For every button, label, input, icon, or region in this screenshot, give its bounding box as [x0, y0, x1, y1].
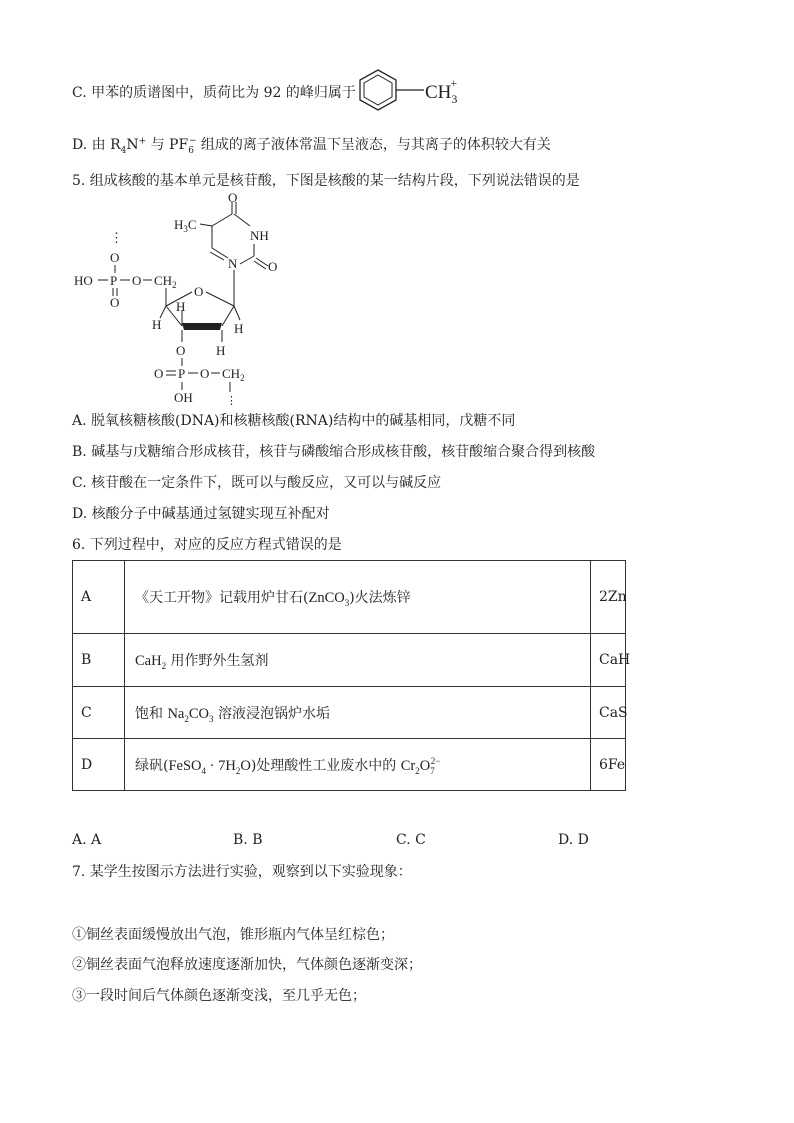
row-d-formula: FeSO$_4$ · $7H_2O$ — [168, 757, 251, 776]
label-n: N — [228, 256, 238, 271]
label-o-right: O — [268, 259, 278, 274]
row-equation: 2Zn — [591, 561, 626, 634]
label-p2: P — [178, 366, 186, 381]
table-row — [73, 561, 626, 634]
row-d-pre: 绿矾( — [135, 757, 169, 774]
row-process — [125, 561, 591, 634]
row-a-post: )火法炼锌 — [349, 590, 411, 606]
q7-observation-2: ②铜丝表面气泡释放速度逐渐加快，气体颜色逐渐变深； — [72, 957, 422, 973]
row-label: A — [73, 561, 125, 634]
row-equation: 6Fe — [591, 739, 626, 791]
q4-d-pre: D. 由 R — [72, 137, 121, 153]
dots-bottom: ⋮ — [226, 395, 237, 407]
row-c-formula: $Na_2CO_3$ — [167, 705, 214, 724]
label-o-dbl: O — [110, 295, 120, 310]
label-h3: H — [234, 321, 244, 336]
row-c-pre: 饱和 — [135, 705, 168, 722]
q7-observation-1: ①铜丝表面缓慢放出气泡，锥形瓶内气体呈红棕色； — [72, 927, 394, 943]
ch3-label: $CH_3+$ — [425, 76, 458, 106]
q4-option-d — [72, 136, 551, 154]
label-o-ch2: O — [200, 366, 210, 381]
row-a-formula: ZnCO$_3$ — [308, 590, 350, 608]
q4-d-post: 组成的离子液体常温下呈液态，与其离子的体积较大有关 — [196, 137, 551, 153]
label-h3c: $H_3C$ — [174, 217, 197, 234]
q4-d-mid2: 与 PF — [146, 137, 189, 153]
nucleotide-structure — [70, 190, 310, 407]
label-h1: H — [152, 317, 162, 332]
row-process — [125, 739, 591, 791]
q5-option-a: A. 脱氧核糖核酸(DNA)和核糖核酸(RNA)结构中的碱基相同，戊糖不同 — [72, 413, 516, 429]
label-o-top: O — [228, 190, 238, 205]
q7-stem: 7. 某学生按图示方法进行实验，观察到以下实验现象： — [72, 864, 412, 880]
q5-stem: 5. 组成核酸的基本单元是核苷酸，下图是核酸的某一结构片段，下列说法错误的是 — [72, 173, 580, 189]
q6-table — [72, 560, 631, 791]
q6-option-d: D. D — [558, 832, 589, 848]
q6-option-b: B. B — [233, 832, 263, 848]
dots-top: ⋮ — [110, 230, 123, 245]
q6-option-c: C. C — [396, 832, 426, 848]
label-ch2b: $CH_2$ — [222, 366, 245, 383]
label-ch2: $CH_2$ — [154, 273, 177, 290]
q4-option-c-text: C. 甲苯的质谱图中，质荷比为 92 的峰归属于 — [72, 85, 356, 101]
row-process — [125, 687, 591, 739]
row-equation: CaH — [591, 634, 626, 687]
label-h4: H — [216, 343, 226, 358]
q4-d-sub1: 4 — [120, 145, 127, 156]
q4-option-c — [72, 84, 356, 102]
row-c-post: 溶液浸泡锅炉水垢 — [213, 705, 330, 722]
q7-observation-3: ③一段时间后气体颜色逐渐变浅，至几乎无色； — [72, 988, 366, 1004]
row-equation: CaS — [591, 687, 626, 739]
q5-option-d: D. 核酸分子中碱基通过氢键实现互补配对 — [72, 506, 330, 522]
table-row — [73, 739, 626, 791]
row-b-formula: CaH$_2$ — [135, 653, 167, 671]
label-o-bottom: O — [176, 343, 186, 358]
label-oh: OH — [174, 390, 193, 405]
q4-d-sub2: 6 — [188, 145, 194, 156]
row-label: C — [73, 687, 125, 739]
q4-d-sup2: − — [188, 136, 197, 147]
row-label: D — [73, 739, 125, 791]
label-o-ring: O — [194, 284, 204, 299]
q6-option-a: A. A — [72, 832, 102, 848]
label-h2: H — [176, 299, 186, 314]
label-o-eq: O — [154, 366, 164, 381]
label-o1: O — [110, 250, 120, 265]
label-p1: P — [110, 273, 118, 288]
table-row — [73, 634, 626, 687]
row-b-post: 用作野外生氢剂 — [166, 653, 269, 669]
q5-option-b: B. 碱基与戊糖缩合形成核苷，核苷与磷酸缩合形成核苷酸，核苷酸缩合聚合得到核酸 — [72, 444, 596, 460]
toluene-cation-structure — [352, 64, 472, 120]
q6-stem: 6. 下列过程中，对应的反应方程式错误的是 — [72, 537, 342, 553]
label-nh: NH — [250, 228, 269, 243]
row-d-post: )处理酸性工业废水中的 — [250, 757, 401, 774]
row-label: B — [73, 634, 125, 687]
label-o-link: O — [132, 273, 142, 288]
table-row — [73, 687, 626, 739]
row-d-ion: $Cr_2O_7^{2-}$ — [400, 755, 441, 776]
q5-option-c: C. 核苷酸在一定条件下，既可以与酸反应，又可以与碱反应 — [72, 475, 442, 491]
row-process — [125, 634, 591, 687]
q4-d-mid1: N — [126, 137, 139, 153]
q4-d-sup1: + — [138, 136, 147, 147]
row-a-pre: 《天工开物》记载用炉甘石( — [135, 590, 309, 606]
label-ho: HO — [74, 273, 93, 288]
